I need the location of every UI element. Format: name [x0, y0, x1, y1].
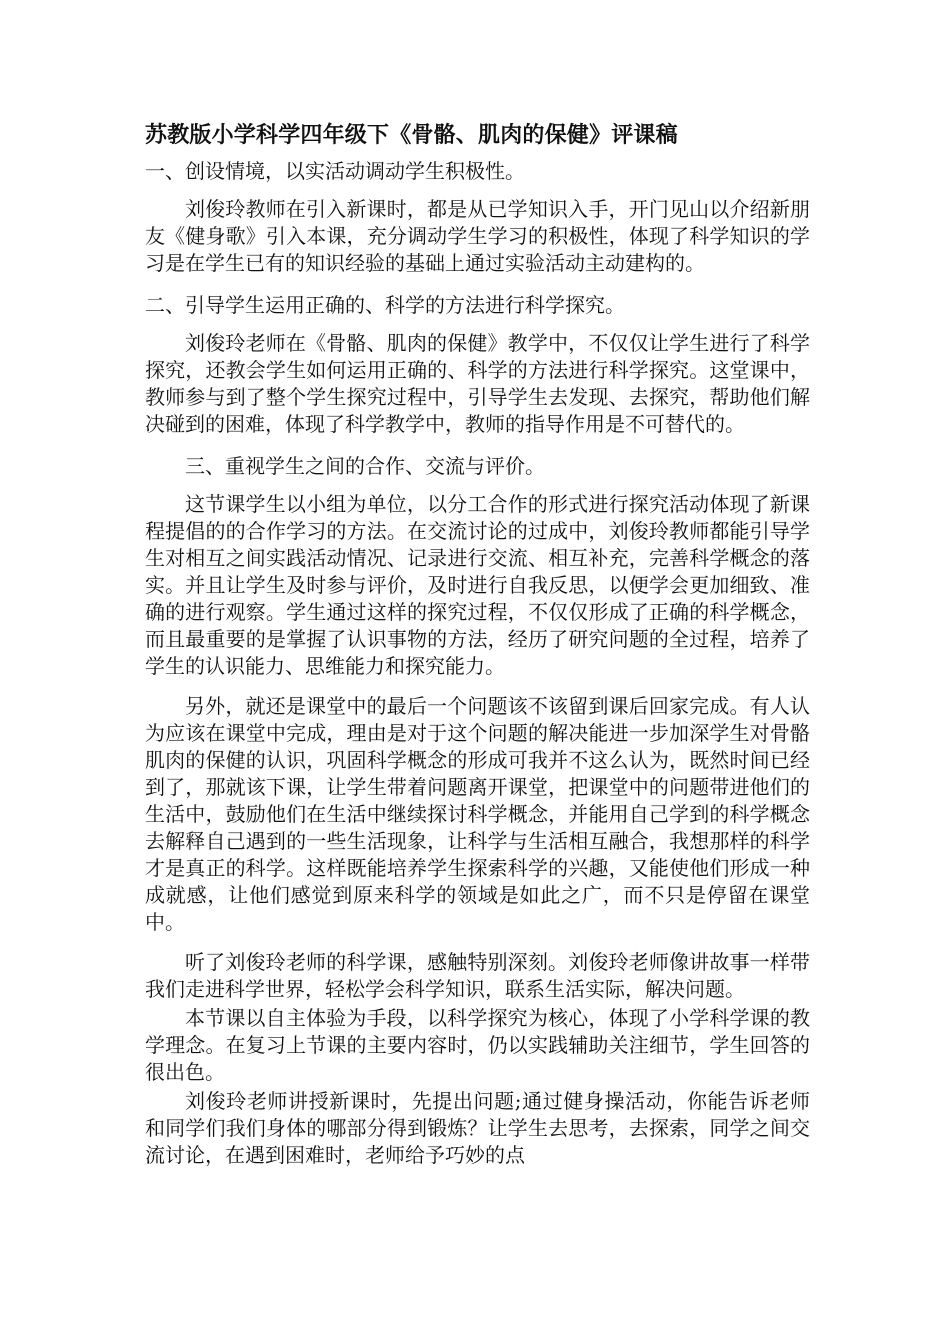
paragraph-2: 刘俊玲老师在《骨骼、肌肉的保健》教学中，不仅仅让学生进行了科学探究，还教会学生如何运用正确的、科学的方法进行科学探究。这堂课中，教师参与到了整个学生探究过程中，引导学生去发现、去探究，帮助他们解决碰到的困难，体现了科学教学中，教师的指导作用是不可替代的。	[145, 331, 810, 436]
section-heading-1: 一、创设情境，以实活动调动学生积极性。	[145, 159, 525, 183]
paragraph-4: 另外，就还是课堂中的最后一个问题该不该留到课后回家完成。有人认为应该在课堂中完成，理由是对于这个问题的解决能进一步加深学生对骨骼肌肉的保健的认识，巩固科学概念的形成可我并不这么认为，既然时间已经到了，那就该下课，让学生带着问题离开课堂，把课堂中的问题带进他们的生活中，鼓励他们在生活中继续探讨科学概念，并能用自己学到的科学概念去解释自己遇到的一些生活现象，让科学与生活相互融合，我想那样的科学才是真正的科学。这样既能培养学生探索科学的兴趣，又能使他们形成一种成就感，让他们感觉到原来科学的领域是如此之广，而不只是停留在课堂中。	[145, 694, 810, 934]
paragraph-7: 刘俊玲老师讲授新课时，先提出问题;通过健身操活动，你能告诉老师和同学们我们身体的哪部分得到锻炼？让学生去思考，去探索，同学之间交流讨论，在遇到困难时，老师给予巧妙的点	[145, 1089, 810, 1167]
document-title: 苏教版小学科学四年级下《骨骼、肌肉的保健》评课稿	[145, 122, 678, 148]
section-heading-3: 三、重视学生之间的合作、交流与评价。	[185, 454, 545, 478]
paragraph-3: 这节课学生以小组为单位，以分工合作的形式进行探究活动体现了新课程提倡的的合作学习的方法。在交流讨论的过成中，刘俊玲教师都能引导学生对相互之间实践活动情况、记录进行交流、相互补充，完善科学概念的落实。并且让学生及时参与评价，及时进行自我反思，以便学会更加细致、准确的进行观察。学生通过这样的探究过程，不仅仅形成了正确的科学概念，而且最重要的是掌握了认识事物的方法，经历了研究问题的全过程，培养了学生的认识能力、思维能力和探究能力。	[145, 492, 810, 678]
section-heading-2: 二、引导学生运用正确的、科学的方法进行科学探究。	[145, 293, 625, 317]
document-body	[145, 118, 810, 1171]
paragraph-1: 刘俊玲教师在引入新课时，都是从已学知识入手，开门见山以介绍新朋友《健身歌》引入本课，充分调动学生学习的积极性，体现了科学知识的学习是在学生已有的知识经验的基础上通过实验活动主动建构的。	[145, 197, 810, 275]
paragraph-5: 听了刘俊玲老师的科学课，感触特别深刻。刘俊玲老师像讲故事一样带我们走进科学世界，轻松学会科学知识，联系生活实际，解决问题。	[145, 950, 810, 1001]
paragraph-6: 本节课以自主体验为手段，以科学探究为核心，体现了小学科学课的教学理念。在复习上节课的主要内容时，仍以实践辅助关注细节，学生回答的很出色。	[145, 1006, 810, 1084]
